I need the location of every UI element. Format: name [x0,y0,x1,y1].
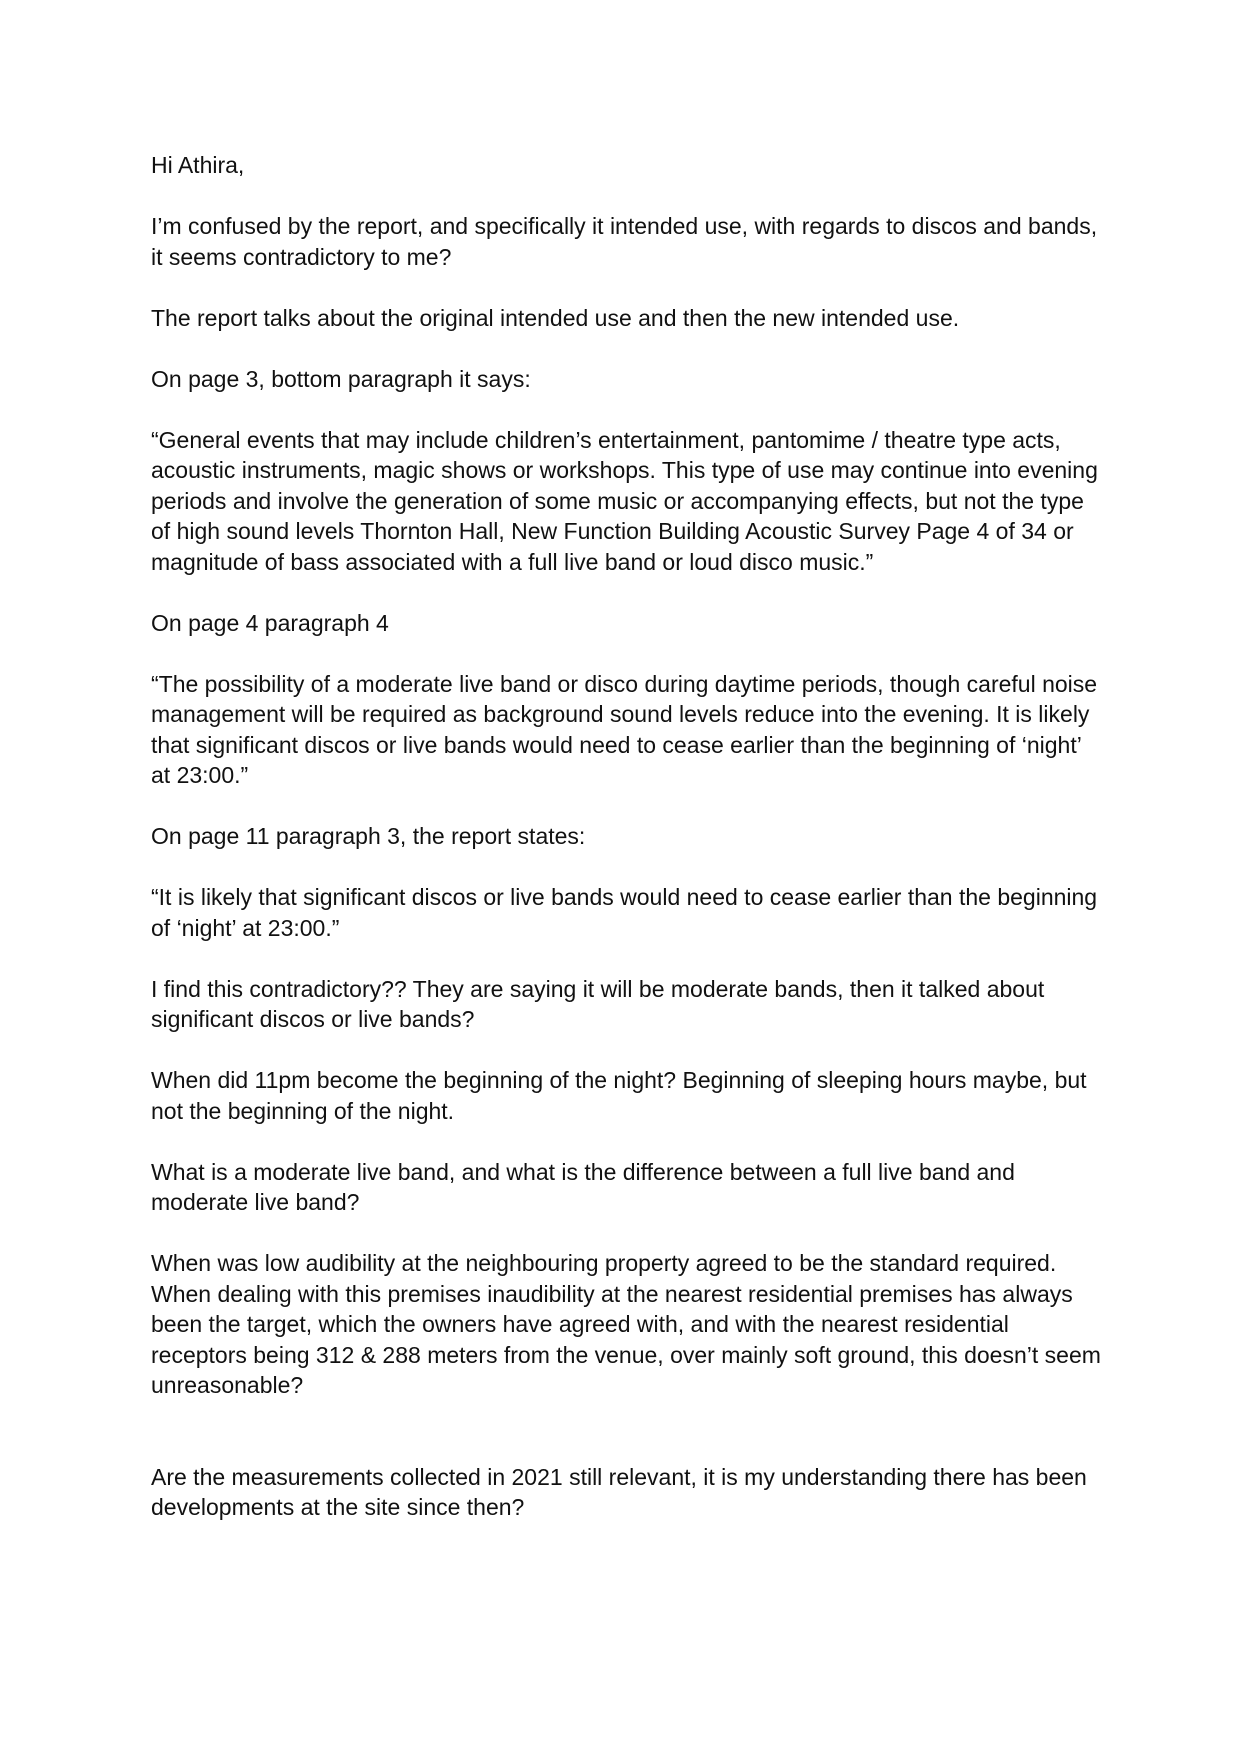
greeting: Hi Athira, [151,152,245,178]
quote-page4: “The possibility of a moderate live band or disco during daytime periods, though careful noise management will be required as background sound levels reduce into the evening. It is likely that significant discos or live bands would need to cease earlier than the beginning of ‘night’ at 23:00.” [151,670,1098,788]
paragraph-contradictory: I find this contradictory?? They are saying it will be moderate bands, then it talked about significant discos or live bands? [151,975,1045,1032]
letter-body [151,150,1101,1553]
paragraph-intended-use: The report talks about the original intended use and then the new intended use. [151,304,960,331]
paragraph-page3-intro: On page 3, bottom paragraph it says: [151,365,531,392]
quote-page11: “It is likely that significant discos or live bands would need to cease earlier than the beginning of ‘night’ at 23:00.” [151,884,1098,941]
paragraph-measurements-question: Are the measurements collected in 2021 still relevant, it is my understanding there has been developments at the site since then? [151,1463,1087,1520]
paragraph-page4-intro: On page 4 paragraph 4 [151,609,389,636]
paragraph-audibility-question: When was low audibility at the neighbouring property agreed to be the standard required. When dealing with this premises inaudibility at the nearest residential premises has always been the target, which the owners have agreed with, and with the nearest residential receptors being 312 & 288 meters from the venue, over mainly soft ground, this doesn’t seem unreasonable? [151,1250,1101,1398]
paragraph-11pm-question: When did 11pm become the beginning of the night? Beginning of sleeping hours maybe, but not the beginning of the night. [151,1067,1087,1124]
quote-page3: “General events that may include children’s entertainment, pantomime / theatre type acts, acoustic instruments, magic shows or workshops. This type of use may continue into evening periods and involve the generation of some music or accompanying effects, but not the type of high sound levels Thornton Hall, New Function Building Acoustic Survey Page 4 of 34 or magnitude of bass associated with a full live band or loud disco music.” [151,426,1098,575]
paragraph-moderate-band-question: What is a moderate live band, and what is the difference between a full live band and moderate live band? [151,1158,1015,1215]
paragraph-page11-intro: On page 11 paragraph 3, the report states: [151,823,586,849]
paragraph-confusion: I’m confused by the report, and specifically it intended use, with regards to discos and bands, it seems contradictory to me? [151,213,1098,270]
